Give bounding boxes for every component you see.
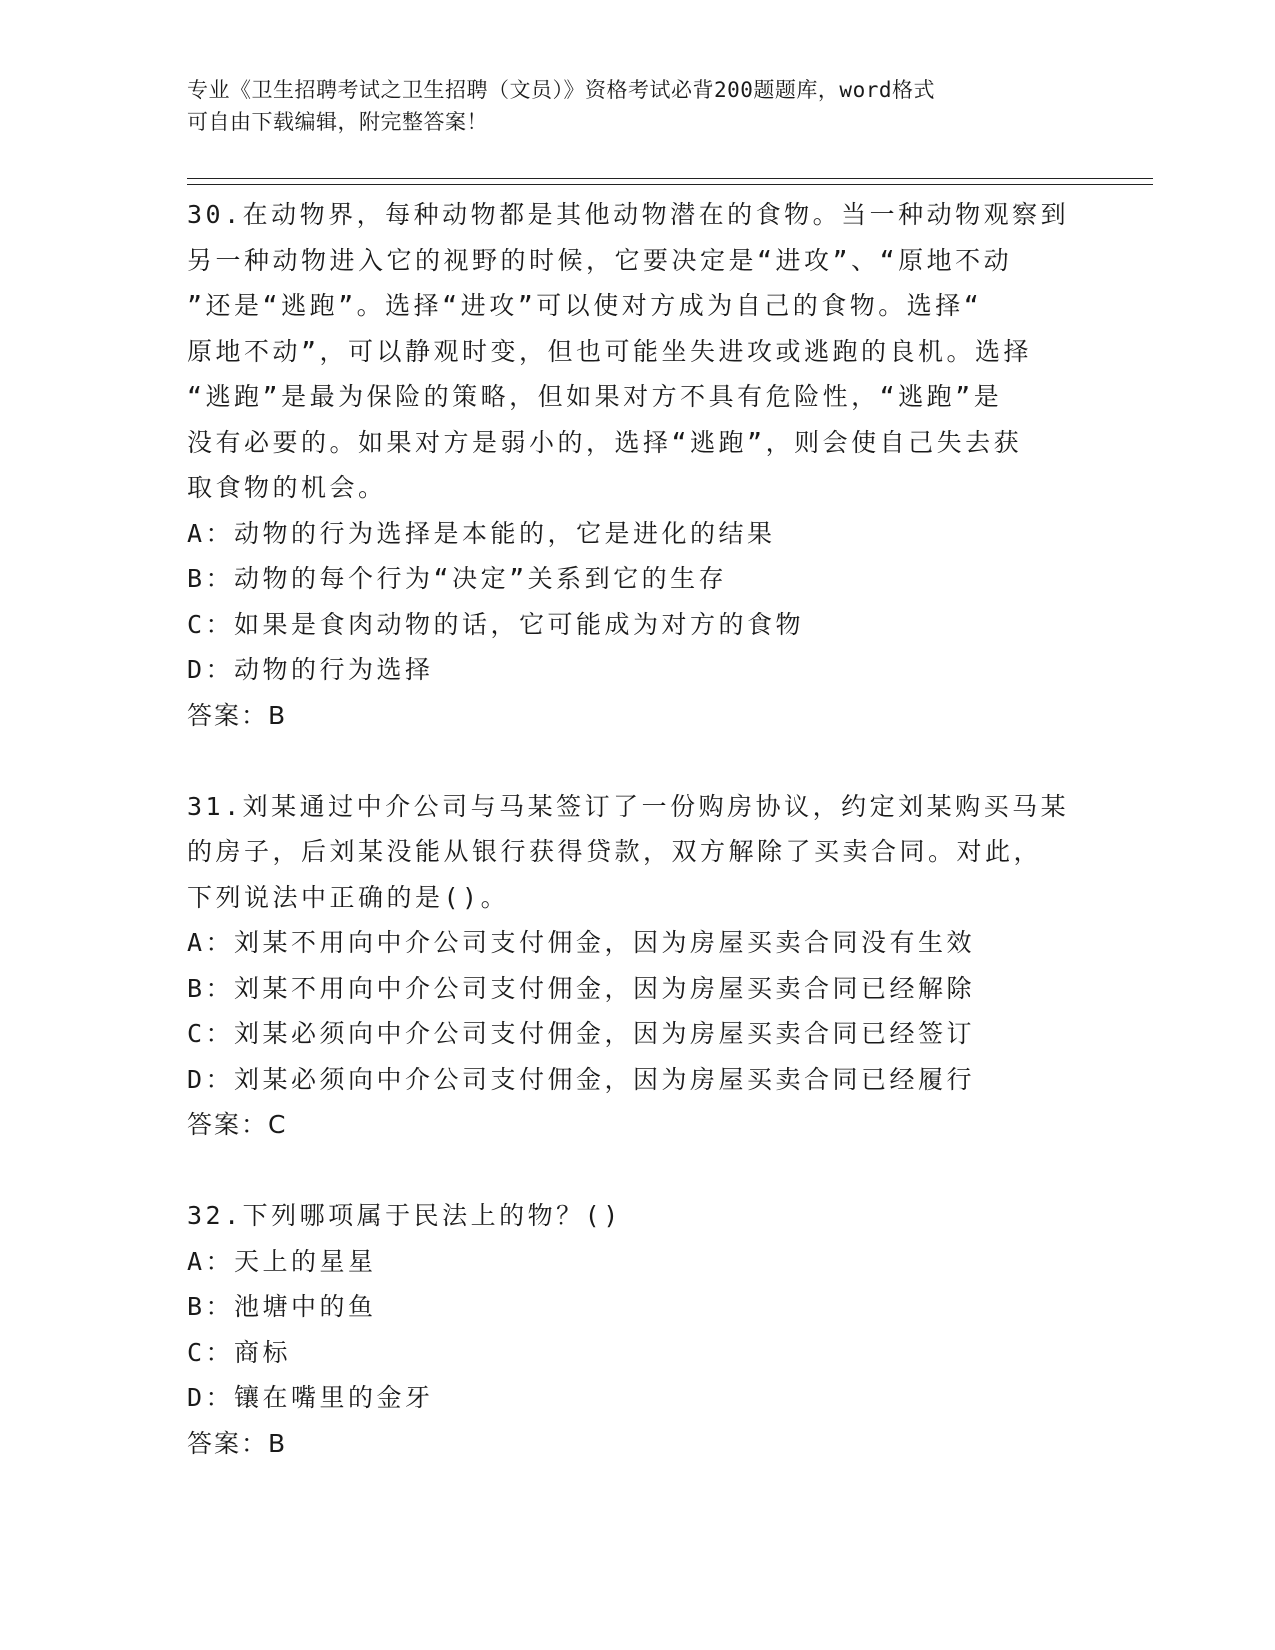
option-d: D：动物的行为选择 xyxy=(187,655,434,684)
question-stem-line: 32.下列哪项属于民法上的物？() xyxy=(187,1201,622,1230)
question-stem-line: ”还是“逃跑”。选择“进攻”可以使对方成为自己的食物。选择“ xyxy=(187,291,983,320)
question-stem-line: 30.在动物界，每种动物都是其他动物潜在的食物。当一种动物观察到 xyxy=(187,200,1070,229)
question-31 xyxy=(187,784,1087,1148)
option-a: A：刘某不用向中介公司支付佣金，因为房屋买卖合同没有生效 xyxy=(187,928,976,957)
document-header xyxy=(187,74,1067,138)
option-a: A：动物的行为选择是本能的，它是进化的结果 xyxy=(187,518,776,548)
question-stem-line: 没有必要的。如果对方是弱小的，选择“逃跑”，则会使自己失去获 xyxy=(187,427,1023,457)
header-title-line-1: 专业《卫生招聘考试之卫生招聘（文员）》资格考试必背200题题库，word格式 xyxy=(187,78,935,102)
question-stem-line: “逃跑”是最为保险的策略，但如果对方不具有危险性，“逃跑”是 xyxy=(187,382,1003,411)
answer-line: 答案：B xyxy=(187,1428,288,1458)
question-stem-line: 的房子，后刘某没能从银行获得贷款，双方解除了买卖合同。对此， xyxy=(187,837,1043,866)
question-stem-line: 31.刘某通过中介公司与马某签订了一份购房协议，约定刘某购买马某 xyxy=(187,791,1070,821)
option-b: B：刘某不用向中介公司支付佣金，因为房屋买卖合同已经解除 xyxy=(187,973,976,1003)
option-b: B：池塘中的鱼 xyxy=(187,1292,377,1321)
question-stem-line: 原地不动”，可以静观时变，但也可能坐失进攻或逃跑的良机。选择 xyxy=(187,336,1033,366)
option-c: C：如果是食肉动物的话，它可能成为对方的食物 xyxy=(187,609,805,639)
question-32 xyxy=(187,1193,1087,1466)
header-divider-bottom xyxy=(187,184,1153,185)
question-30 xyxy=(187,192,1087,738)
option-a: A：天上的星星 xyxy=(187,1246,377,1276)
header-divider-top xyxy=(187,178,1153,179)
question-spacer xyxy=(187,738,1087,784)
question-stem-line: 取食物的机会。 xyxy=(187,473,387,502)
option-d: D：镶在嘴里的金牙 xyxy=(187,1383,434,1412)
question-list xyxy=(187,192,1087,1466)
question-stem-line: 另一种动物进入它的视野的时候，它要决定是“进攻”、“原地不动 xyxy=(187,245,1013,275)
question-stem-line: 下列说法中正确的是()。 xyxy=(187,882,510,912)
header-title-line-2: 可自由下载编辑，附完整答案！ xyxy=(187,110,488,134)
question-spacer xyxy=(187,1148,1087,1194)
answer-line: 答案：C xyxy=(187,1110,288,1139)
option-d: D：刘某必须向中介公司支付佣金，因为房屋买卖合同已经履行 xyxy=(187,1064,976,1094)
answer-line: 答案：B xyxy=(187,700,288,730)
option-b: B：动物的每个行为“决定”关系到它的生存 xyxy=(187,564,728,593)
option-c: C：刘某必须向中介公司支付佣金，因为房屋买卖合同已经签订 xyxy=(187,1019,976,1048)
option-c: C：商标 xyxy=(187,1337,292,1367)
